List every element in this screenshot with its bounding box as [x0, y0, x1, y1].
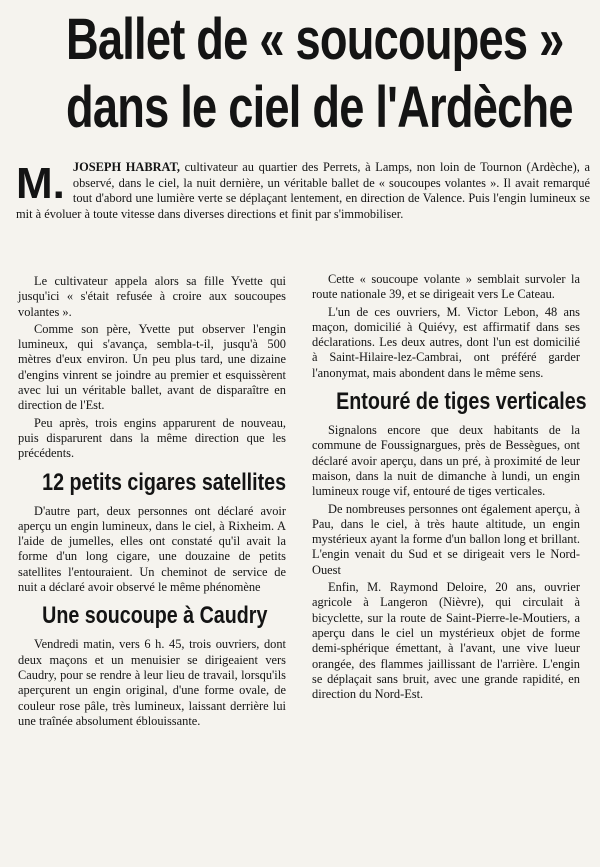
body-paragraph: Vendredi matin, vers 6 h. 45, trois ouvriers, dont deux maçons et un menuisier se dirigeaient vers Caudry, pour se rendre à leur lieu de travail, lorsqu'ils aperçurent un engin original, d'une forme ovale, de couleur rose pâle, très lumineux, laissant derrière lui une traînée absolument éblouissante.: [18, 637, 286, 728]
subhead-caudry: Une soucoupe à Caudry: [42, 602, 268, 630]
lead-paragraph: [16, 160, 590, 222]
body-paragraph: Enfin, M. Raymond Deloire, 20 ans, ouvrier agricole à Langeron (Nièvre), qui circulait à bicyclette, sur la route de Saint-Pierre-le-Moutiers, a aperçu dans le ciel un mystérieux objet de forme demi-sphérique émettant, à l'avant, une vive lueur orangée, des flammes jaillissant de l'arrière. L'engin se déplaçait sans bruit, avec une grande rapidité, en direction du Nord-Est.: [312, 580, 580, 702]
headline-line-1: Ballet de « soucoupes »: [66, 7, 564, 72]
body-paragraph: De nombreuses personnes ont également aperçu, à Pau, dans le ciel, à très haute altitude, un engin mystérieux ayant la forme d'un ballon long et brillant. L'engin venait du Sud et se dirigeait vers le Nord-Ouest: [312, 501, 580, 577]
headline-line-2: dans le ciel de l'Ardèche: [66, 75, 573, 140]
lead-name: JOSEPH HABRAT,: [72, 160, 181, 174]
body-paragraph: Peu après, trois engins apparurent de nouveau, puis disparurent dans la même direction que les précédents.: [18, 415, 286, 461]
right-column: [312, 272, 587, 704]
body-paragraph: Cette « soucoupe volante » semblait survoler la route nationale 39, et se dirigeait vers Le Cateau.: [312, 272, 580, 302]
subhead-cigares: 12 petits cigares satellites: [42, 468, 287, 496]
body-paragraph: Comme son père, Yvette put observer l'engin lumineux, qui s'avança, sembla-t-il, jusqu'à 500 mètres d'eux environ. Un peu plus tard, une dizaine d'engins vinrent se joindre au premier et esquissèrent avec lui un véritable ballet, avant de disparaître en direction de l'Est.: [18, 321, 286, 413]
left-column: [18, 274, 286, 731]
body-paragraph: Le cultivateur appela alors sa fille Yvette qui jusqu'ici « s'était refusée à croire aux soucoupes volantes ».: [18, 274, 286, 319]
headline: [66, 6, 573, 142]
body-paragraph: Signalons encore que deux habitants de la commune de Foussignargues, près de Bessègues, ont déclaré avoir aperçu, dans un pré, à proximité de leur maison, dans la nuit de dimanche à lundi, un engin lumineux rouge vif, entouré de tiges verticales.: [312, 423, 580, 499]
lead-text: cultivateur au quartier des Perrets, à Lamps, non loin de Tournon (Ardèche), a observé, dans le ciel, la nuit dernière, un véritable ballet de « soucoupes volantes ». Il avait remarqué tout d'abord une lumière verte se déplaçant lentement, en direction de Valence. Puis l'engin lumineux se mit à évoluer à toute vitesse dans diverses directions et finit par s'immobiliser.: [16, 160, 590, 221]
subhead-tiges: Entouré de tiges verticales: [336, 388, 587, 416]
body-paragraph: D'autre part, deux personnes ont déclaré avoir aperçu un engin lumineux, dans le ciel, à Rixheim. A l'aide de jumelles, elles ont constaté qu'il avait la forme d'un long cigare, une douzaine de petits satellites l'entouraient. Un cheminot de service de nuit a déclaré avoir observé le même phénomène: [18, 503, 286, 595]
body-paragraph: L'un de ces ouvriers, M. Victor Lebon, 48 ans maçon, domicilié à Quiévy, est affirmatif dans ses déclarations. Les deux autres, dont l'un est domicilié à Saint-Hilaire-lez-Cambrai, ont préféré garder l'anonymat, mais abondent dans le même sens.: [312, 304, 580, 380]
drop-cap: M.: [16, 159, 65, 208]
